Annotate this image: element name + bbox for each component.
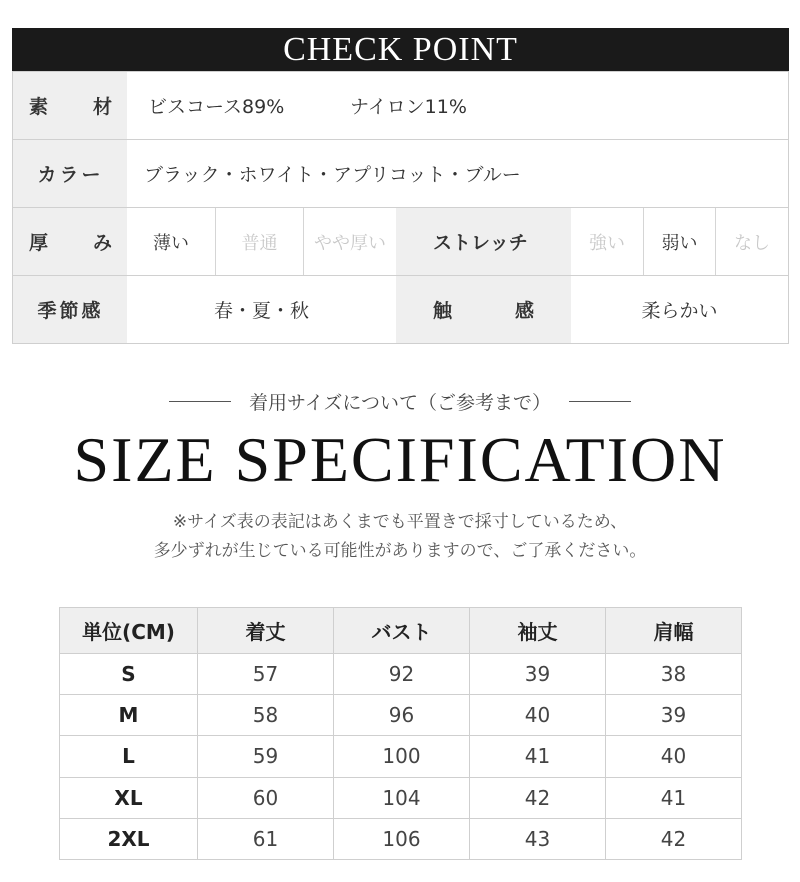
- header-bust: バスト: [334, 608, 470, 654]
- color-label: カラー: [13, 140, 127, 207]
- thickness-label-a: 厚: [29, 232, 49, 254]
- season-texture-row: [13, 276, 788, 343]
- header-length: 着丈: [198, 608, 334, 654]
- material-row: [13, 72, 788, 140]
- texture-label-a: 触: [433, 300, 453, 322]
- subtitle-dash-right: [569, 401, 631, 402]
- season-value: 春・夏・秋: [213, 300, 309, 322]
- header-unit: 単位(CM): [60, 608, 198, 654]
- bust-cell: 100: [334, 736, 470, 777]
- table-row: [60, 818, 742, 859]
- thickness-stretch-row: [13, 208, 788, 276]
- length-cell: 57: [198, 654, 334, 695]
- stretch-option-strong: 強い: [589, 232, 625, 254]
- header-shoulder: 肩幅: [606, 608, 742, 654]
- shoulder-cell: 39: [606, 695, 742, 736]
- color-value: ブラック・ホワイト・アプリコット・ブルー: [144, 164, 521, 186]
- material-label-a: 素: [29, 96, 49, 118]
- size-cell: S: [60, 654, 198, 695]
- sleeve-cell: 40: [470, 695, 606, 736]
- texture-label: [396, 276, 571, 343]
- shoulder-cell: 40: [606, 736, 742, 777]
- sleeve-cell: 41: [470, 736, 606, 777]
- season-label: 季節感: [13, 276, 127, 343]
- bust-cell: 96: [334, 695, 470, 736]
- size-subtitle-text: 着用サイズについて（ご参考まで）: [248, 391, 552, 414]
- material-label-b: 材: [92, 96, 112, 118]
- stretch-label: ストレッチ: [396, 208, 571, 275]
- table-row: [60, 736, 742, 777]
- length-cell: 58: [198, 695, 334, 736]
- size-table-header-row: [60, 608, 742, 654]
- size-cell: L: [60, 736, 198, 777]
- stretch-option-weak: 弱い: [643, 208, 715, 275]
- sleeve-cell: 42: [470, 777, 606, 818]
- size-cell: XL: [60, 777, 198, 818]
- size-note-line-2: 多少ずれが生じている可能性がありますので、ご了承ください。: [153, 541, 647, 561]
- size-subtitle: [0, 386, 800, 416]
- bust-cell: 104: [334, 777, 470, 818]
- shoulder-cell: 41: [606, 777, 742, 818]
- size-cell: M: [60, 695, 198, 736]
- color-row: [13, 140, 788, 208]
- length-cell: 61: [198, 818, 334, 859]
- size-cell: 2XL: [60, 818, 198, 859]
- size-specification-title: SIZE SPECIFICATION: [73, 424, 727, 495]
- texture-label-b: 感: [514, 300, 534, 322]
- table-row: [60, 654, 742, 695]
- length-cell: 60: [198, 777, 334, 818]
- texture-value: 柔らかい: [641, 300, 718, 322]
- thickness-label: [13, 208, 127, 275]
- subtitle-dash-left: [169, 401, 231, 402]
- material-value-2: ナイロン11%: [350, 96, 467, 118]
- sleeve-cell: 43: [470, 818, 606, 859]
- length-cell: 59: [198, 736, 334, 777]
- thickness-option-normal: 普通: [215, 208, 303, 275]
- table-row: [60, 695, 742, 736]
- material-label: [13, 72, 127, 139]
- bust-cell: 92: [334, 654, 470, 695]
- header-sleeve: 袖丈: [470, 608, 606, 654]
- size-table: [59, 607, 742, 860]
- material-value-1: ビスコース89%: [148, 96, 285, 118]
- sleeve-cell: 39: [470, 654, 606, 695]
- size-note-line-1: ※サイズ表の表記はあくまでも平置きで採寸しているため、: [172, 512, 628, 532]
- thickness-option-thick: やや厚い: [303, 208, 396, 275]
- stretch-option-none: なし: [715, 208, 788, 275]
- shoulder-cell: 42: [606, 818, 742, 859]
- thickness-option-thin: 薄い: [153, 232, 189, 254]
- thickness-label-b: み: [92, 232, 112, 254]
- shoulder-cell: 38: [606, 654, 742, 695]
- check-point-header: CHECK POINT: [12, 28, 789, 71]
- check-point-table: [12, 71, 789, 344]
- table-row: [60, 777, 742, 818]
- bust-cell: 106: [334, 818, 470, 859]
